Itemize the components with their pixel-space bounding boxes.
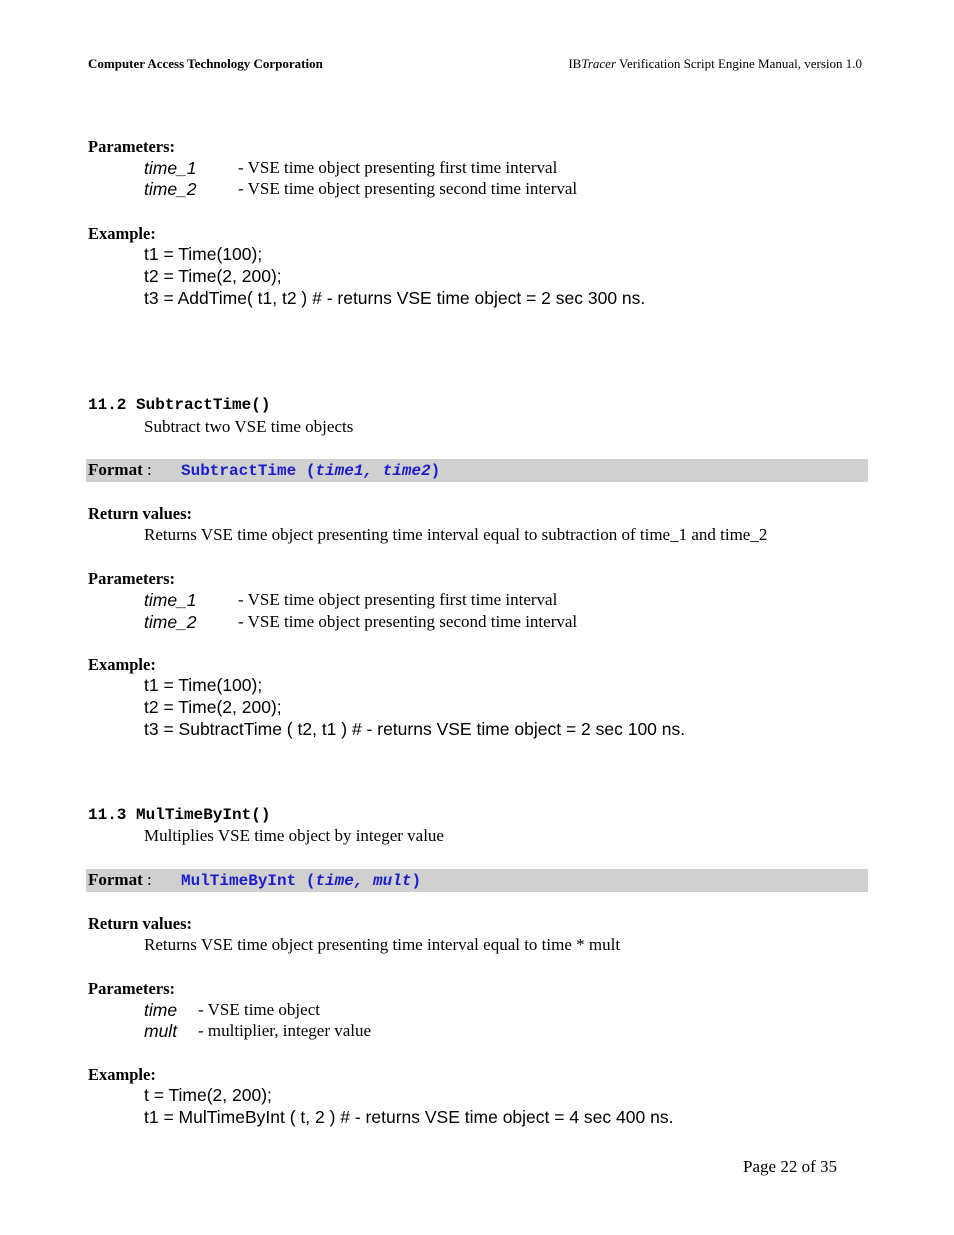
example-line: t1 = MulTimeByInt ( t, 2 ) # - returns VSE time object = 4 sec 400 ns. bbox=[144, 1107, 674, 1127]
example-line: t2 = Time(2, 200); bbox=[144, 697, 282, 717]
format-function: MulTimeByInt ( bbox=[181, 872, 316, 890]
format-bar bbox=[86, 459, 868, 482]
format-label bbox=[88, 870, 152, 890]
parameters-label: Parameters: bbox=[88, 137, 176, 156]
return-values-text: Returns VSE time object presenting time interval equal to time * mult bbox=[144, 935, 621, 954]
header-company: Computer Access Technology Corporation bbox=[88, 56, 323, 71]
page-number: Page 22 of 35 bbox=[743, 1157, 837, 1176]
example-label: Example: bbox=[88, 655, 156, 674]
format-label-text: Format bbox=[88, 460, 143, 479]
section-description: Subtract two VSE time objects bbox=[144, 417, 354, 436]
section-heading-multimebyint: 11.3 MulTimeByInt() bbox=[88, 806, 271, 824]
param-name: time_2 bbox=[144, 179, 197, 199]
param-desc: - VSE time object presenting second time interval bbox=[238, 612, 578, 631]
return-values-label: Return values: bbox=[88, 914, 193, 933]
header-title-italic: Tracer bbox=[581, 56, 617, 71]
parameters-label: Parameters: bbox=[88, 569, 176, 588]
param-desc: - VSE time object bbox=[198, 1000, 320, 1019]
param-desc: - VSE time object presenting first time interval bbox=[238, 158, 558, 177]
param-name: time bbox=[144, 1000, 178, 1020]
format-close: ) bbox=[430, 462, 441, 480]
example-line: t1 = Time(100); bbox=[144, 244, 263, 264]
format-args: time1, time2 bbox=[315, 462, 431, 480]
format-label bbox=[88, 460, 152, 480]
example-line: t2 = Time(2, 200); bbox=[144, 266, 282, 286]
header-title-prefix: IB bbox=[568, 56, 582, 71]
format-separator: : bbox=[142, 870, 152, 889]
format-signature bbox=[181, 462, 440, 480]
param-name: mult bbox=[144, 1021, 178, 1041]
format-close: ) bbox=[411, 872, 422, 890]
example-label: Example: bbox=[88, 224, 156, 243]
example-line: t3 = SubtractTime ( t2, t1 ) # - returns VSE time object = 2 sec 100 ns. bbox=[144, 719, 686, 739]
format-function: SubtractTime ( bbox=[181, 462, 316, 480]
example-line: t1 = Time(100); bbox=[144, 675, 263, 695]
param-desc: - VSE time object presenting second time interval bbox=[238, 179, 578, 198]
format-signature bbox=[181, 872, 421, 890]
param-name: time_2 bbox=[144, 612, 197, 632]
param-name: time_1 bbox=[144, 590, 197, 610]
header-title-suffix: Verification Script Engine Manual, version 1.0 bbox=[616, 56, 862, 71]
param-desc: - VSE time object presenting first time interval bbox=[238, 590, 558, 609]
example-label: Example: bbox=[88, 1065, 156, 1084]
return-values-label: Return values: bbox=[88, 504, 193, 523]
example-line: t = Time(2, 200); bbox=[144, 1085, 272, 1105]
format-separator: : bbox=[142, 460, 152, 479]
section-description: Multiplies VSE time object by integer value bbox=[144, 826, 444, 845]
return-values-text: Returns VSE time object presenting time interval equal to subtraction of time_1 and time_2 bbox=[144, 525, 768, 544]
parameters-label: Parameters: bbox=[88, 979, 176, 998]
format-bar bbox=[86, 869, 868, 892]
example-line: t3 = AddTime( t1, t2 ) # - returns VSE time object = 2 sec 300 ns. bbox=[144, 288, 646, 308]
header-title bbox=[568, 56, 862, 72]
section-heading-subtracttime: 11.2 SubtractTime() bbox=[88, 396, 271, 414]
format-label-text: Format bbox=[88, 870, 143, 889]
format-args: time, mult bbox=[315, 872, 412, 890]
param-name: time_1 bbox=[144, 158, 197, 178]
param-desc: - multiplier, integer value bbox=[198, 1021, 372, 1040]
